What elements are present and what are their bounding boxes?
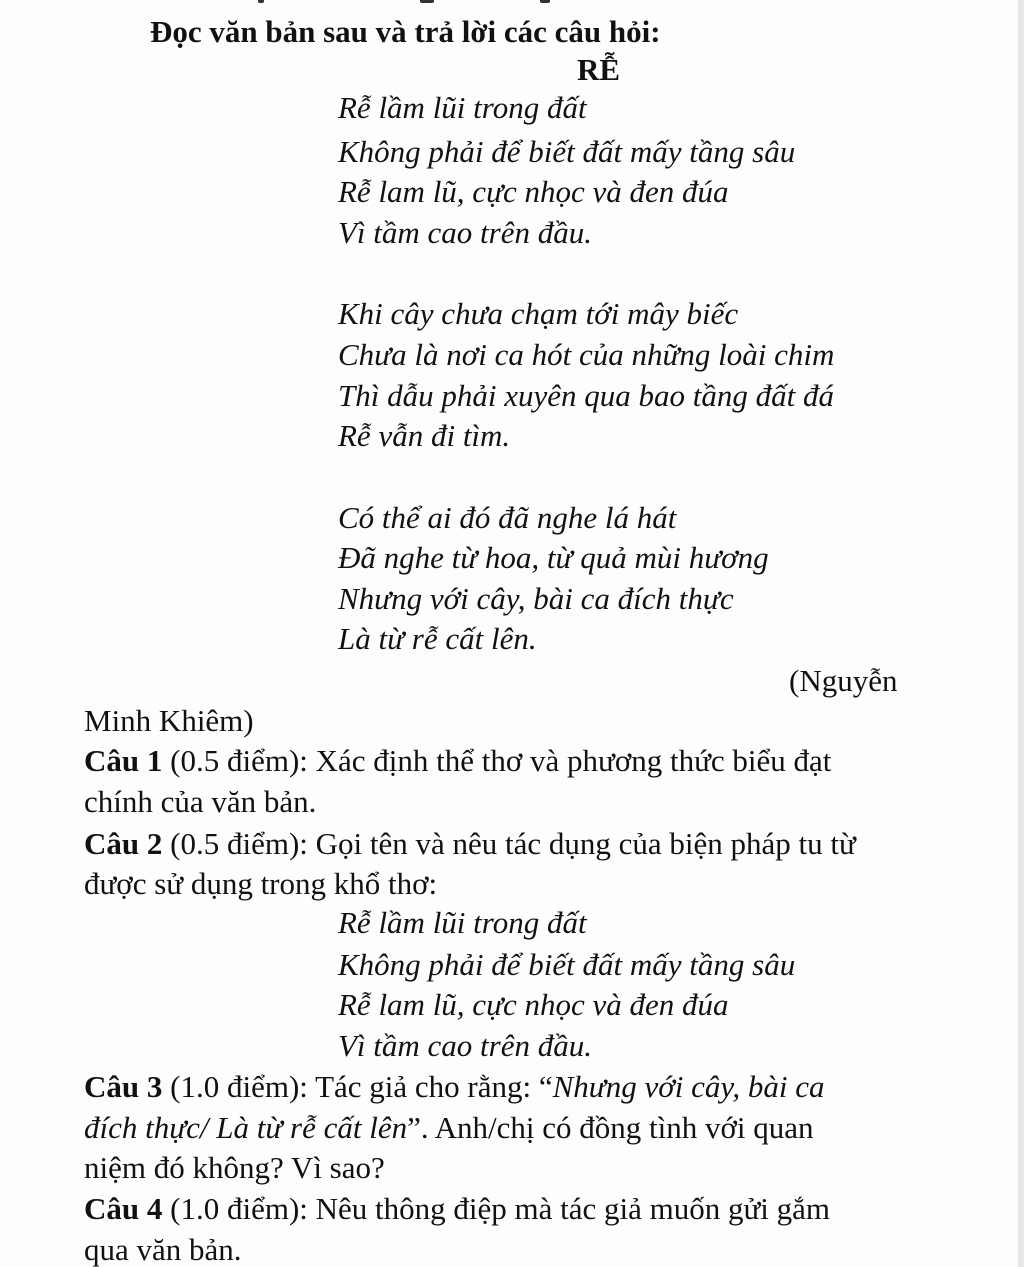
poem-title: RỄ <box>577 52 621 87</box>
question-4-text: (1.0 điểm): Nêu thông điệp mà tác giả muốn gửi gắm <box>162 1191 831 1226</box>
question-3 <box>84 1071 825 1102</box>
question-3-continued <box>84 1112 814 1143</box>
question-1-text: (0.5 điểm): Xác định thể thơ và phương thức biểu đạt <box>162 743 832 778</box>
poem-line: Thì dẫu phải xuyên qua bao tầng đất đá <box>338 378 834 413</box>
poem-line: Không phải để biết đất mấy tầng sâu <box>338 134 796 169</box>
question-3-text: (1.0 điểm): Tác giả cho rằng: “ <box>162 1069 553 1104</box>
cropped-text-artifact <box>0 0 1024 5</box>
question-1 <box>84 745 831 776</box>
quoted-poem-line: Rễ lầm lũi trong đất <box>338 905 587 940</box>
poem-line: Rễ vẫn đi tìm. <box>338 418 511 453</box>
poem-line: Rễ lam lũ, cực nhọc và đen đúa <box>338 174 729 209</box>
question-3-quote: Nhưng với cây, bài ca <box>552 1069 825 1104</box>
poem-line: Đã nghe từ hoa, từ quả mùi hương <box>338 540 769 575</box>
poem-line: Vì tầm cao trên đầu. <box>338 215 592 250</box>
question-2-text: (0.5 điểm): Gọi tên và nêu tác dụng của biện pháp tu từ <box>162 826 856 861</box>
question-4-label: Câu 4 <box>84 1191 163 1226</box>
poem-line: Rễ lầm lũi trong đất <box>338 90 587 125</box>
poem-line: Chưa là nơi ca hót của những loài chim <box>338 337 835 372</box>
question-3-quote-continued: đích thực/ Là từ rễ cất lên <box>84 1110 408 1145</box>
poem-line: Là từ rễ cất lên. <box>338 621 537 656</box>
quoted-poem-line: Vì tầm cao trên đầu. <box>338 1028 592 1063</box>
author-credit-part1: (Nguyễn <box>789 663 898 698</box>
instruction-heading: Đọc văn bản sau và trả lời các câu hỏi: <box>150 14 661 49</box>
question-2-label: Câu 2 <box>84 826 163 861</box>
poem-line: Nhưng với cây, bài ca đích thực <box>338 581 734 616</box>
question-1-continued: chính của văn bản. <box>84 784 317 819</box>
question-2-continued: được sử dụng trong khổ thơ: <box>84 866 438 901</box>
question-2 <box>84 828 856 859</box>
page-edge-shadow <box>1018 0 1024 1267</box>
question-1-label: Câu 1 <box>84 743 163 778</box>
question-3-text-continued: ”. Anh/chị có đồng tình với quan <box>407 1110 814 1145</box>
quoted-poem-line: Không phải để biết đất mấy tầng sâu <box>338 947 796 982</box>
question-4-continued: qua văn bản. <box>84 1232 242 1267</box>
question-4 <box>84 1193 830 1224</box>
poem-line: Khi cây chưa chạm tới mây biếc <box>338 296 739 331</box>
author-credit-part2: Minh Khiêm) <box>84 703 254 738</box>
poem-line: Có thể ai đó đã nghe lá hát <box>338 500 677 535</box>
quoted-poem-line: Rễ lam lũ, cực nhọc và đen đúa <box>338 987 729 1022</box>
question-3-end: niệm đó không? Vì sao? <box>84 1150 385 1185</box>
question-3-label: Câu 3 <box>84 1069 163 1104</box>
